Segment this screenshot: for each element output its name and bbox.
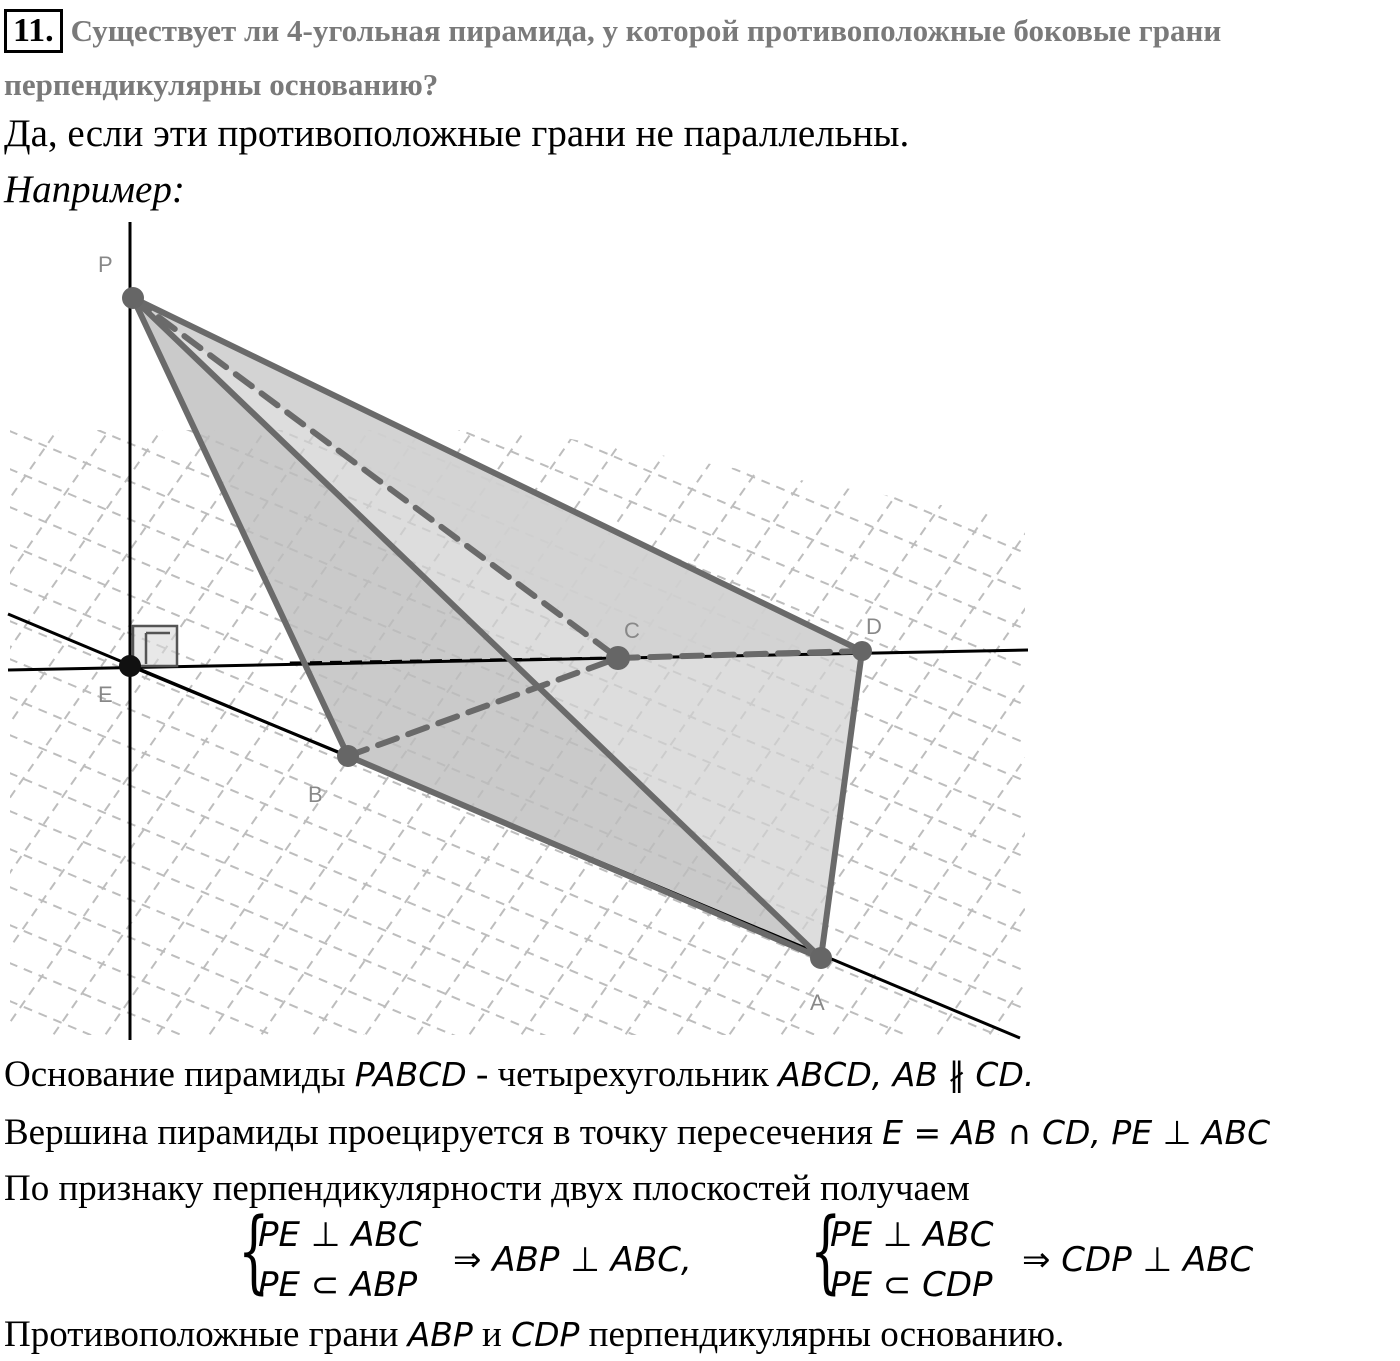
grid-line	[0, 1014, 1040, 1045]
label-p: P	[98, 252, 113, 277]
vertex-b	[337, 745, 359, 767]
vertex-e	[119, 655, 141, 677]
right-angle-mark	[133, 626, 177, 666]
pyramid-figure	[0, 215, 1040, 1045]
grid-line	[0, 380, 40, 1045]
base-line: Основание пирамиды PABCD - четырехугольник ABCD, AB ∦ CD.	[4, 1054, 1035, 1095]
label-b: B	[308, 782, 323, 807]
criterion-line: По признаку перпендикулярности двух плоскостей получаем	[4, 1168, 970, 1209]
grid-line	[892, 380, 1040, 1045]
vertex-c	[606, 646, 630, 670]
grid-line	[0, 380, 196, 1045]
vertex-d	[852, 641, 872, 661]
label-e: E	[98, 682, 113, 707]
grid-line	[0, 824, 1040, 1045]
question-heading	[4, 4, 1396, 112]
grid-line	[944, 380, 1040, 1045]
grid-line	[996, 380, 1040, 1045]
grid-line	[0, 938, 1040, 1045]
vertex-line: Вершина пирамиды проецируется в точку пересечения E = AB ∩ CD, PE ⊥ ABC	[4, 1112, 1271, 1153]
label-a: A	[810, 990, 825, 1015]
conclusion-line: Противоположные грани ABP и CDP перпендикулярны основанию.	[4, 1314, 1065, 1355]
example-label: Например:	[4, 168, 185, 211]
question-text: Существует ли 4-угольная пирамида, у которой противоположные боковые грани перпендикулярны основанию?	[4, 13, 1222, 102]
label-d: D	[866, 614, 882, 639]
face-pda	[133, 298, 862, 958]
pyramid-faces	[133, 298, 862, 958]
grid-line	[0, 976, 1040, 1045]
question-number: 11.	[4, 9, 63, 53]
vertex-p	[122, 287, 144, 309]
grid-line	[0, 380, 248, 1045]
grid-line	[0, 900, 1040, 1045]
vertex-a	[810, 947, 832, 969]
grid-line	[840, 380, 1040, 1045]
grid-line	[0, 862, 1040, 1045]
answer-text: Да, если эти противоположные грани не параллельны.	[4, 112, 910, 155]
label-c: C	[624, 618, 640, 643]
